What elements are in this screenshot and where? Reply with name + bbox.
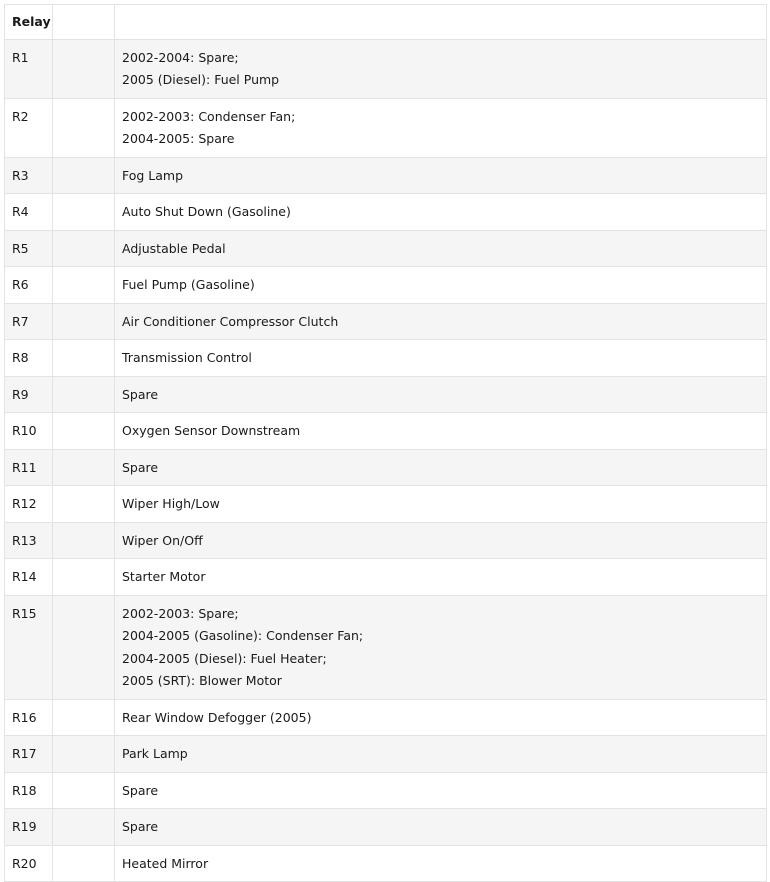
table-row xyxy=(5,98,767,157)
empty-cell xyxy=(53,559,115,596)
table-row xyxy=(5,230,767,267)
relay-id-cell: R17 xyxy=(5,736,53,773)
relay-description-cell xyxy=(115,376,767,413)
relay-id-cell: R1 xyxy=(5,39,53,98)
relay-id-cell: R4 xyxy=(5,194,53,231)
relay-id-cell: R16 xyxy=(5,699,53,736)
relay-id-cell: R10 xyxy=(5,413,53,450)
empty-cell xyxy=(53,449,115,486)
relay-description-cell xyxy=(115,845,767,882)
description-line: 2005 (SRT): Blower Motor xyxy=(122,673,282,688)
relay-description-cell xyxy=(115,39,767,98)
relay-description-cell xyxy=(115,559,767,596)
relay-id-cell: R14 xyxy=(5,559,53,596)
empty-cell xyxy=(53,376,115,413)
table-row xyxy=(5,699,767,736)
description-line: Spare xyxy=(122,459,159,475)
description-line: 2002-2003: Condenser Fan; xyxy=(122,108,296,124)
relay-description-cell xyxy=(115,699,767,736)
empty-cell xyxy=(53,522,115,559)
relay-id-cell: R7 xyxy=(5,303,53,340)
description-line: Spare xyxy=(122,782,159,798)
table-row xyxy=(5,736,767,773)
relay-id-cell: R8 xyxy=(5,340,53,377)
relay-description-cell xyxy=(115,98,767,157)
relay-id-cell: R15 xyxy=(5,595,53,699)
empty-cell xyxy=(53,98,115,157)
description-line: Wiper On/Off xyxy=(122,532,203,548)
description-line: Wiper High/Low xyxy=(122,496,220,511)
empty-cell xyxy=(53,230,115,267)
description-line: 2004-2005 (Diesel): Fuel Heater; xyxy=(122,650,327,666)
empty-cell xyxy=(53,194,115,231)
table-row xyxy=(5,413,767,450)
table-row xyxy=(5,845,767,882)
empty-cell xyxy=(53,267,115,304)
relay-description-cell xyxy=(115,340,767,377)
relay-description-cell xyxy=(115,230,767,267)
relay-description-cell xyxy=(115,194,767,231)
relay-id-cell: R6 xyxy=(5,267,53,304)
empty-cell xyxy=(53,845,115,882)
relay-description-cell xyxy=(115,303,767,340)
relay-id-cell: R12 xyxy=(5,486,53,523)
description-line: 2005 (Diesel): Fuel Pump xyxy=(122,72,280,87)
empty-cell xyxy=(53,772,115,809)
table-row xyxy=(5,559,767,596)
description-line: Air Conditioner Compressor Clutch xyxy=(122,313,339,329)
table-row xyxy=(5,809,767,846)
empty-cell xyxy=(53,699,115,736)
relay-description-cell xyxy=(115,809,767,846)
description-line: 2002-2003: Spare; xyxy=(122,605,239,621)
table-row xyxy=(5,340,767,377)
table-row xyxy=(5,449,767,486)
description-line: Adjustable Pedal xyxy=(122,240,226,256)
table-row xyxy=(5,157,767,194)
description-line: Auto Shut Down (Gasoline) xyxy=(122,204,291,219)
table-row xyxy=(5,39,767,98)
relay-description-cell xyxy=(115,413,767,450)
empty-cell xyxy=(53,303,115,340)
description-line: Rear Window Defogger (2005) xyxy=(122,709,312,725)
relay-description-cell xyxy=(115,267,767,304)
empty-cell xyxy=(53,486,115,523)
relay-description-cell xyxy=(115,736,767,773)
description-line: Spare xyxy=(122,819,159,834)
table-row xyxy=(5,595,767,699)
empty-cell xyxy=(53,157,115,194)
relay-description-cell xyxy=(115,772,767,809)
relay-id-cell: R20 xyxy=(5,845,53,882)
table-row xyxy=(5,267,767,304)
relay-description-cell xyxy=(115,486,767,523)
relay-id-cell: R9 xyxy=(5,376,53,413)
table-row xyxy=(5,303,767,340)
relay-table xyxy=(4,4,767,882)
description-line: Heated Mirror xyxy=(122,855,209,871)
description-line: Park Lamp xyxy=(122,746,188,761)
description-line: 2004-2005 (Gasoline): Condenser Fan; xyxy=(122,628,364,643)
relay-id-cell: R18 xyxy=(5,772,53,809)
table-row xyxy=(5,194,767,231)
empty-cell xyxy=(53,736,115,773)
empty-cell xyxy=(53,595,115,699)
relay-id-cell: R11 xyxy=(5,449,53,486)
column-header-description xyxy=(115,5,767,40)
table-row xyxy=(5,486,767,523)
column-header-blank xyxy=(53,5,115,40)
relay-description-cell xyxy=(115,157,767,194)
relay-id-cell: R3 xyxy=(5,157,53,194)
description-line: Fuel Pump (Gasoline) xyxy=(122,277,255,292)
description-line: Starter Motor xyxy=(122,569,206,584)
description-line: Spare xyxy=(122,386,159,402)
empty-cell xyxy=(53,340,115,377)
relay-id-cell: R19 xyxy=(5,809,53,846)
table-row xyxy=(5,772,767,809)
description-line: 2004-2005: Spare xyxy=(122,131,235,146)
table-row xyxy=(5,522,767,559)
relay-id-cell: R2 xyxy=(5,98,53,157)
table-row xyxy=(5,376,767,413)
column-header-relay: Relay xyxy=(5,5,53,40)
relay-description-cell xyxy=(115,595,767,699)
relay-id-cell: R5 xyxy=(5,230,53,267)
empty-cell xyxy=(53,413,115,450)
description-line: Transmission Control xyxy=(122,350,252,365)
empty-cell xyxy=(53,39,115,98)
description-line: Fog Lamp xyxy=(122,167,184,183)
relay-description-cell xyxy=(115,449,767,486)
empty-cell xyxy=(53,809,115,846)
description-line: Oxygen Sensor Downstream xyxy=(122,423,301,438)
relay-id-cell: R13 xyxy=(5,522,53,559)
relay-description-cell xyxy=(115,522,767,559)
table-header-row xyxy=(5,5,767,40)
description-line: 2002-2004: Spare; xyxy=(122,49,239,65)
